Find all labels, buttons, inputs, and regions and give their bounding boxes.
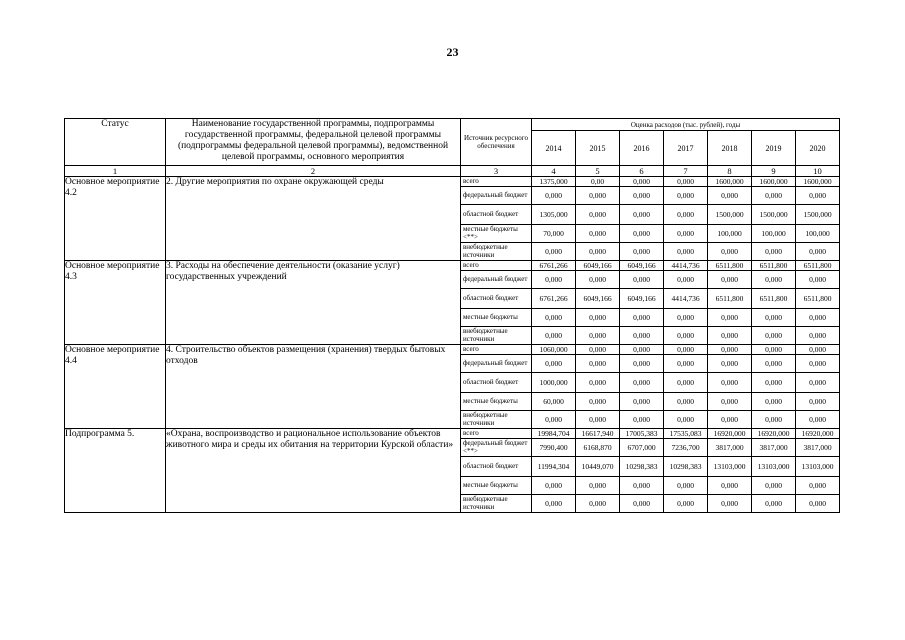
value-cell: 1500,000 xyxy=(796,205,840,225)
value-cell: 6511,800 xyxy=(796,289,840,309)
value-cell: 0,000 xyxy=(532,309,576,327)
header-year: 2016 xyxy=(620,131,664,166)
header-year: 2017 xyxy=(664,131,708,166)
column-number: 2 xyxy=(166,166,461,177)
value-cell: 0,000 xyxy=(664,309,708,327)
header-year: 2015 xyxy=(576,131,620,166)
value-cell: 0,000 xyxy=(576,327,620,345)
funding-source: областной бюджет xyxy=(461,373,532,393)
value-cell: 0,000 xyxy=(752,477,796,495)
value-cell: 6511,800 xyxy=(752,289,796,309)
value-cell: 1305,000 xyxy=(532,205,576,225)
value-cell: 0,00 xyxy=(576,177,620,187)
value-cell: 0,000 xyxy=(620,187,664,205)
funding-source: федеральный бюджет xyxy=(461,355,532,373)
header-name: Наименование государственной программы, подпрограммы государственной программы, федеральной целевой программы (подпрограммы федеральной целевой программы), ведомственной целевой программы, основного мероприятия xyxy=(166,119,461,166)
value-cell: 0,000 xyxy=(708,243,752,261)
table-row xyxy=(65,429,840,439)
value-cell: 0,000 xyxy=(708,373,752,393)
value-cell: 0,000 xyxy=(532,243,576,261)
row-name: 3. Расходы на обеспечение деятельности (оказание услуг) государственных учреждений xyxy=(166,261,461,345)
header-source: Источник ресурсного обеспечения xyxy=(461,119,532,166)
value-cell: 0,000 xyxy=(752,345,796,355)
value-cell: 0,000 xyxy=(708,355,752,373)
header-year: 2018 xyxy=(708,131,752,166)
value-cell: 0,000 xyxy=(796,327,840,345)
value-cell: 0,000 xyxy=(576,477,620,495)
funding-source: внебюджетные источники xyxy=(461,243,532,261)
value-cell: 0,000 xyxy=(796,187,840,205)
value-cell: 6511,800 xyxy=(796,261,840,271)
budget-table xyxy=(64,118,840,513)
value-cell: 0,000 xyxy=(752,271,796,289)
value-cell: 1500,000 xyxy=(752,205,796,225)
value-cell: 0,000 xyxy=(620,373,664,393)
value-cell: 3817,000 xyxy=(752,439,796,457)
value-cell: 0,000 xyxy=(796,309,840,327)
header-year: 2019 xyxy=(752,131,796,166)
value-cell: 0,000 xyxy=(664,345,708,355)
value-cell: 16920,000 xyxy=(752,429,796,439)
value-cell: 0,000 xyxy=(796,411,840,429)
value-cell: 0,000 xyxy=(620,309,664,327)
row-status: Основное мероприятие 4.3 xyxy=(65,261,166,345)
value-cell: 6707,000 xyxy=(620,439,664,457)
value-cell: 6049,166 xyxy=(576,289,620,309)
table-row xyxy=(65,345,840,355)
value-cell: 17005,383 xyxy=(620,429,664,439)
funding-source: местные бюджеты xyxy=(461,393,532,411)
value-cell: 0,000 xyxy=(708,187,752,205)
value-cell: 0,000 xyxy=(576,345,620,355)
value-cell: 0,000 xyxy=(664,477,708,495)
value-cell: 0,000 xyxy=(752,355,796,373)
value-cell: 0,000 xyxy=(752,309,796,327)
value-cell: 0,000 xyxy=(708,495,752,513)
value-cell: 1000,000 xyxy=(532,373,576,393)
value-cell: 0,000 xyxy=(532,355,576,373)
value-cell: 0,000 xyxy=(576,271,620,289)
funding-source: федеральный бюджет <**> xyxy=(461,439,532,457)
column-number: 7 xyxy=(664,166,708,177)
value-cell: 10449,070 xyxy=(576,457,620,477)
value-cell: 0,000 xyxy=(708,411,752,429)
value-cell: 0,000 xyxy=(576,187,620,205)
value-cell: 100,000 xyxy=(796,225,840,243)
value-cell: 1500,000 xyxy=(708,205,752,225)
value-cell: 100,000 xyxy=(708,225,752,243)
value-cell: 0,000 xyxy=(664,271,708,289)
value-cell: 0,000 xyxy=(576,225,620,243)
value-cell: 13103,000 xyxy=(752,457,796,477)
funding-source: внебюджетные источники xyxy=(461,327,532,345)
value-cell: 0,000 xyxy=(796,495,840,513)
value-cell: 16920,000 xyxy=(708,429,752,439)
value-cell: 6761,266 xyxy=(532,261,576,271)
funding-source: всего xyxy=(461,177,532,187)
column-number: 5 xyxy=(576,166,620,177)
value-cell: 0,000 xyxy=(752,393,796,411)
header-year: 2020 xyxy=(796,131,840,166)
value-cell: 0,000 xyxy=(576,243,620,261)
value-cell: 1600,000 xyxy=(752,177,796,187)
value-cell: 10298,383 xyxy=(664,457,708,477)
funding-source: всего xyxy=(461,345,532,355)
value-cell: 0,000 xyxy=(620,271,664,289)
value-cell: 0,000 xyxy=(620,393,664,411)
value-cell: 10298,383 xyxy=(620,457,664,477)
value-cell: 70,000 xyxy=(532,225,576,243)
value-cell: 6049,166 xyxy=(576,261,620,271)
value-cell: 17535,083 xyxy=(664,429,708,439)
value-cell: 0,000 xyxy=(620,327,664,345)
value-cell: 0,000 xyxy=(532,187,576,205)
value-cell: 7236,700 xyxy=(664,439,708,457)
value-cell: 60,000 xyxy=(532,393,576,411)
funding-source: областной бюджет xyxy=(461,205,532,225)
value-cell: 0,000 xyxy=(796,355,840,373)
value-cell: 0,000 xyxy=(664,225,708,243)
value-cell: 0,000 xyxy=(796,477,840,495)
value-cell: 0,000 xyxy=(532,411,576,429)
value-cell: 0,000 xyxy=(576,355,620,373)
value-cell: 0,000 xyxy=(664,177,708,187)
column-numbers-row xyxy=(65,166,840,177)
value-cell: 6511,800 xyxy=(708,289,752,309)
value-cell: 19984,704 xyxy=(532,429,576,439)
value-cell: 1600,000 xyxy=(796,177,840,187)
value-cell: 4414,736 xyxy=(664,289,708,309)
funding-source: областной бюджет xyxy=(461,457,532,477)
value-cell: 1060,000 xyxy=(532,345,576,355)
column-number: 1 xyxy=(65,166,166,177)
value-cell: 0,000 xyxy=(664,243,708,261)
row-name: 2. Другие мероприятия по охране окружающей среды xyxy=(166,177,461,261)
funding-source: внебюджетные источники xyxy=(461,495,532,513)
value-cell: 0,000 xyxy=(796,345,840,355)
value-cell: 0,000 xyxy=(620,477,664,495)
value-cell: 0,000 xyxy=(532,327,576,345)
value-cell: 0,000 xyxy=(620,205,664,225)
table-row xyxy=(65,261,840,271)
value-cell: 0,000 xyxy=(620,345,664,355)
value-cell: 0,000 xyxy=(620,411,664,429)
column-number: 4 xyxy=(532,166,576,177)
value-cell: 16617,940 xyxy=(576,429,620,439)
value-cell: 0,000 xyxy=(796,243,840,261)
value-cell: 0,000 xyxy=(752,411,796,429)
funding-source: внебюджетные источники xyxy=(461,411,532,429)
header-estimate: Оценка расходов (тыс. рублей), годы xyxy=(532,119,840,131)
value-cell: 0,000 xyxy=(752,327,796,345)
value-cell: 0,000 xyxy=(796,393,840,411)
value-cell: 0,000 xyxy=(532,477,576,495)
header-year: 2014 xyxy=(532,131,576,166)
value-cell: 0,000 xyxy=(620,177,664,187)
value-cell: 0,000 xyxy=(620,225,664,243)
funding-source: местные бюджеты xyxy=(461,309,532,327)
row-status: Подпрограмма 5. xyxy=(65,429,166,513)
value-cell: 0,000 xyxy=(708,271,752,289)
funding-source: федеральный бюджет xyxy=(461,187,532,205)
row-status: Основное мероприятие 4.4 xyxy=(65,345,166,429)
value-cell: 0,000 xyxy=(532,271,576,289)
value-cell: 0,000 xyxy=(664,393,708,411)
value-cell: 0,000 xyxy=(532,495,576,513)
funding-source: местные бюджеты <**> xyxy=(461,225,532,243)
value-cell: 0,000 xyxy=(752,373,796,393)
value-cell: 0,000 xyxy=(664,355,708,373)
funding-source: областной бюджет xyxy=(461,289,532,309)
value-cell: 0,000 xyxy=(576,205,620,225)
value-cell: 6511,800 xyxy=(752,261,796,271)
value-cell: 6049,166 xyxy=(620,289,664,309)
value-cell: 0,000 xyxy=(576,393,620,411)
value-cell: 0,000 xyxy=(708,309,752,327)
value-cell: 0,000 xyxy=(708,327,752,345)
value-cell: 0,000 xyxy=(664,373,708,393)
value-cell: 0,000 xyxy=(576,309,620,327)
value-cell: 0,000 xyxy=(576,495,620,513)
value-cell: 0,000 xyxy=(796,373,840,393)
funding-source: всего xyxy=(461,261,532,271)
value-cell: 0,000 xyxy=(664,495,708,513)
value-cell: 0,000 xyxy=(620,355,664,373)
value-cell: 16920,000 xyxy=(796,429,840,439)
value-cell: 1600,000 xyxy=(708,177,752,187)
column-number: 8 xyxy=(708,166,752,177)
value-cell: 3817,000 xyxy=(708,439,752,457)
value-cell: 0,000 xyxy=(752,495,796,513)
value-cell: 0,000 xyxy=(752,187,796,205)
value-cell: 0,000 xyxy=(708,477,752,495)
funding-source: федеральный бюджет xyxy=(461,271,532,289)
value-cell: 6049,166 xyxy=(620,261,664,271)
value-cell: 13103,000 xyxy=(708,457,752,477)
value-cell: 6511,800 xyxy=(708,261,752,271)
row-name: 4. Строительство объектов размещения (хранения) твердых бытовых отходов xyxy=(166,345,461,429)
column-number: 3 xyxy=(461,166,532,177)
column-number: 9 xyxy=(752,166,796,177)
row-name: «Охрана, воспроизводство и рациональное использование объектов животного мира и среды их обитания на территории Курской области» xyxy=(166,429,461,513)
header-status: Статус xyxy=(65,119,166,166)
value-cell: 0,000 xyxy=(620,495,664,513)
value-cell: 0,000 xyxy=(796,271,840,289)
value-cell: 3817,000 xyxy=(796,439,840,457)
funding-source: всего xyxy=(461,429,532,439)
value-cell: 13103,000 xyxy=(796,457,840,477)
value-cell: 0,000 xyxy=(708,393,752,411)
funding-source: местные бюджеты xyxy=(461,477,532,495)
value-cell: 0,000 xyxy=(708,345,752,355)
value-cell: 7990,400 xyxy=(532,439,576,457)
value-cell: 6761,266 xyxy=(532,289,576,309)
value-cell: 0,000 xyxy=(664,327,708,345)
page-number: 23 xyxy=(446,45,459,59)
value-cell: 0,000 xyxy=(576,373,620,393)
value-cell: 11994,304 xyxy=(532,457,576,477)
value-cell: 0,000 xyxy=(664,205,708,225)
value-cell: 0,000 xyxy=(576,411,620,429)
value-cell: 6168,870 xyxy=(576,439,620,457)
value-cell: 0,000 xyxy=(620,243,664,261)
value-cell: 0,000 xyxy=(664,411,708,429)
table-row xyxy=(65,177,840,187)
value-cell: 0,000 xyxy=(752,243,796,261)
value-cell: 0,000 xyxy=(664,187,708,205)
row-status: Основное мероприятие 4.2 xyxy=(65,177,166,261)
column-number: 6 xyxy=(620,166,664,177)
column-number: 10 xyxy=(796,166,840,177)
value-cell: 4414,736 xyxy=(664,261,708,271)
value-cell: 100,000 xyxy=(752,225,796,243)
value-cell: 1375,000 xyxy=(532,177,576,187)
